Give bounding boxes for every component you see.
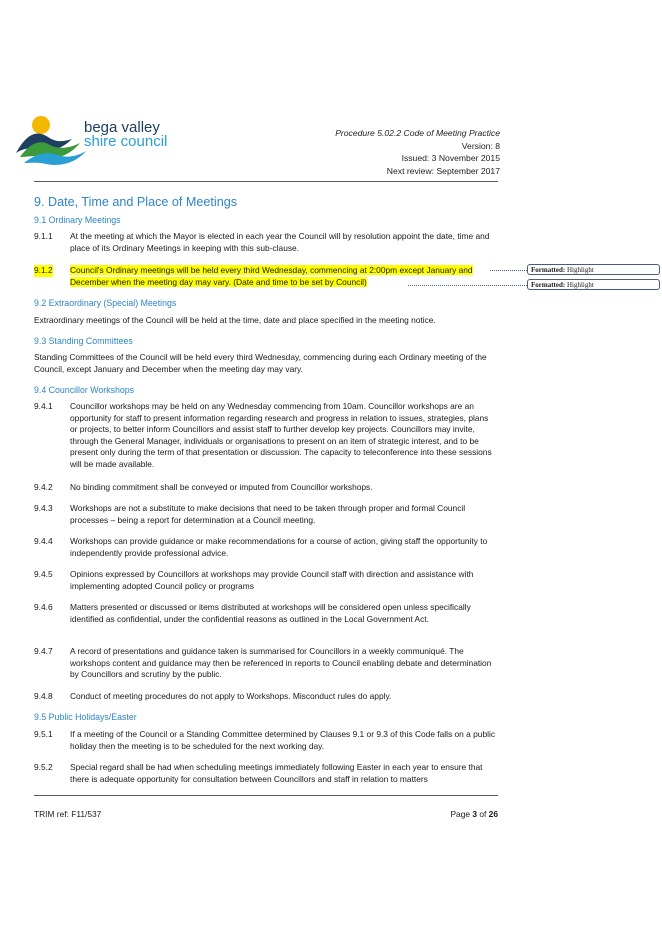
clause-number: 9.4.5 — [34, 569, 53, 579]
heading-9-4: 9.4 Councillor Workshops — [34, 385, 135, 395]
clause-9-4-4 — [34, 536, 498, 559]
para-9-3: Standing Committees of the Council will be held every third Wednesday, commencing during each Ordinary meeting of the Council, except January and December when the meeting day may vary. — [34, 352, 487, 374]
formatting-comment-balloon[interactable] — [527, 279, 660, 290]
heading-9-2: 9.2 Extraordinary (Special) Meetings — [34, 298, 177, 308]
clause-number: 9.5.1 — [34, 729, 53, 739]
clause-number: 9.4.1 — [34, 401, 53, 411]
formatting-comment-balloon[interactable] — [527, 264, 660, 275]
clause-9-4-3 — [34, 503, 498, 526]
logo-line-1: bega valley — [84, 119, 160, 136]
clause-9-1-1 — [34, 231, 498, 254]
trim-reference: TRIM ref: F11/537 — [34, 809, 102, 819]
clause-number: 9.1.1 — [34, 231, 53, 241]
version: Version: 8 — [461, 140, 500, 151]
heading-9-5: 9.5 Public Holidays/Easter — [34, 712, 137, 722]
header-rule — [34, 181, 498, 182]
clause-9-5-2 — [34, 762, 498, 785]
clause-text: Workshops can provide guidance or make recommendations for a course of action, giving staff the opportunity to independently provide professional advice. — [70, 536, 488, 558]
clause-number: 9.4.4 — [34, 536, 53, 546]
document-header — [335, 127, 500, 177]
clause-text: Workshops are not a substitute to make decisions that need to be taken through proper and formal Council processes – being a report for determination at a Council meeting. — [70, 503, 466, 525]
footer-rule — [34, 795, 498, 796]
clause-text: A record of presentations and guidance taken is summarised for Councillors in a weekly communiqué. The workshops content and guidance may then be referenced in reports to Council enabling debate and determination by Councillors and scrutiny by the public. — [70, 646, 492, 680]
clause-text: At the meeting at which the Mayor is elected in each year the Council will by resolution appoint the date, time and place of its Ordinary Meetings in keeping with this sub-clause. — [70, 231, 490, 253]
current-page: 3 — [472, 809, 478, 819]
clause-9-4-6 — [34, 602, 498, 625]
clause-9-4-2 — [34, 482, 498, 494]
clause-9-4-7 — [34, 646, 498, 681]
para-9-2: Extraordinary meetings of the Council will be held at the time, date and place specified in the meeting notice. — [34, 315, 436, 325]
clause-number: 9.4.3 — [34, 503, 53, 513]
procedure-title: Procedure 5.02.2 Code of Meeting Practice — [335, 128, 500, 138]
comment-connector — [490, 270, 527, 271]
clause-text: Opinions expressed by Councillors at workshops may provide Council staff with direction and assistance with implementing adopted Council policy or programs — [70, 569, 474, 591]
clause-number: 9.1.2 — [34, 265, 53, 275]
clause-number: 9.5.2 — [34, 762, 53, 772]
highlighted-clause-text: Council's Ordinary meetings will be held every third Wednesday, commencing at 2:00pm except January and December when the meeting day may vary. (Date and time to be set by Council) — [70, 265, 473, 287]
clause-9-4-5 — [34, 569, 498, 592]
clause-number: 9.4.7 — [34, 646, 53, 656]
clause-text: Matters presented or discussed or items distributed at workshops will be considered open unless specifically identified as confidential, under the confidential reasons as outlined in the Local Government Act. — [70, 602, 471, 624]
heading-9-3: 9.3 Standing Committees — [34, 336, 133, 346]
comment-label: Formatted: — [531, 266, 566, 274]
clause-9-4-1 — [34, 401, 498, 471]
clause-text: Conduct of meeting procedures do not apply to Workshops. Misconduct rules do apply. — [70, 691, 392, 701]
clause-number: 9.4.2 — [34, 482, 53, 492]
clause-text: Special regard shall be had when scheduling meetings immediately following Easter in each year to ensure that there is adequate opportunity for consultation between Councillors and staff in relation to matters — [70, 762, 483, 784]
clause-number: 9.4.8 — [34, 691, 53, 701]
clause-number: 9.4.6 — [34, 602, 53, 612]
page-number: Page 3 of 26 — [450, 809, 498, 819]
clause-text: Councillor workshops may be held on any Wednesday commencing from 10am. Councillor workshops are an opportunity for staff to present information regarding research and progress in relation to issues, strategies, plans or projects, to better inform Councillors and assist staff to further develop key projects. Councillors may invite, through the General Manager, individuals or organisations to present on an item of strategic interest, and to be present only during the term of that presentation or discussion. The capacity to teleconference into these sessions will be made available. — [70, 401, 492, 469]
logo-line-2: shire council — [84, 133, 168, 150]
comment-value: Highlight — [566, 281, 594, 289]
comment-value: Highlight — [566, 266, 594, 274]
total-pages: 26 — [488, 809, 498, 819]
comment-label: Formatted: — [531, 281, 566, 289]
clause-text: If a meeting of the Council or a Standing Committee determined by Clauses 9.1 or 9.3 of this Code falls on a public holiday then the meeting is to be scheduled for the next working day. — [70, 729, 496, 751]
comment-connector — [408, 285, 527, 286]
clause-text: No binding commitment shall be conveyed or imputed from Councillor workshops. — [70, 482, 373, 492]
heading-9-1: 9.1 Ordinary Meetings — [34, 215, 121, 225]
section-title: 9. Date, Time and Place of Meetings — [34, 195, 238, 209]
clause-9-4-8 — [34, 691, 498, 703]
clause-9-5-1 — [34, 729, 498, 752]
logo-mark-icon — [14, 113, 94, 173]
council-logo — [14, 113, 189, 173]
next-review: Next review: September 2017 — [386, 165, 500, 176]
issued-date: Issued: 3 November 2015 — [401, 153, 500, 164]
